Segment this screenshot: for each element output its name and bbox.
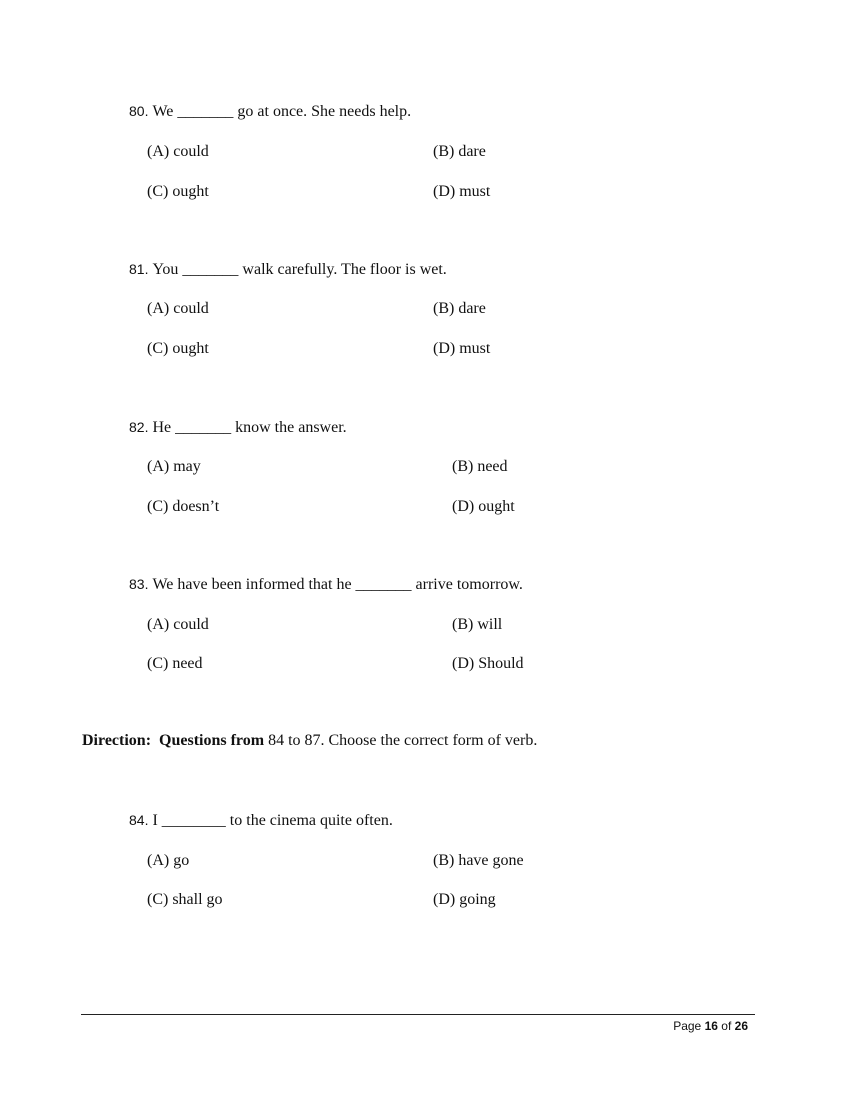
option-a: (A) could bbox=[147, 300, 209, 317]
option-a: (A) could bbox=[147, 143, 209, 160]
question-text: We have been informed that he _______ arrive tomorrow. bbox=[152, 576, 523, 593]
question-number: 84. bbox=[129, 812, 149, 828]
page-number bbox=[673, 1019, 748, 1033]
option-c: (C) doesn’t bbox=[147, 498, 220, 515]
total-pages: 26 bbox=[734, 1019, 748, 1033]
question-84-stem bbox=[129, 812, 393, 830]
question-text: He _______ know the answer. bbox=[152, 419, 347, 436]
question-80-stem bbox=[129, 103, 411, 121]
direction-bold-text: Questions from bbox=[159, 732, 265, 749]
option-c: (C) ought bbox=[147, 183, 209, 200]
question-text: We _______ go at once. She needs help. bbox=[152, 103, 412, 120]
direction-instruction bbox=[82, 732, 537, 750]
direction-text: 84 to 87. Choose the correct form of verb. bbox=[264, 732, 538, 749]
option-c: (C) ought bbox=[147, 340, 209, 357]
footer-divider bbox=[81, 1014, 755, 1015]
of-label: of bbox=[721, 1019, 732, 1033]
option-b: (B) will bbox=[452, 616, 503, 633]
question-text: I ________ to the cinema quite often. bbox=[152, 812, 393, 829]
direction-label: Direction: bbox=[82, 732, 152, 749]
question-number: 81. bbox=[129, 261, 149, 277]
question-81-stem bbox=[129, 261, 447, 279]
question-number: 82. bbox=[129, 419, 149, 435]
option-c: (C) need bbox=[147, 655, 203, 672]
option-b: (B) need bbox=[452, 458, 508, 475]
option-b: (B) dare bbox=[433, 143, 486, 160]
option-d: (D) going bbox=[433, 891, 496, 908]
option-c: (C) shall go bbox=[147, 891, 223, 908]
option-d: (D) ought bbox=[452, 498, 515, 515]
question-number: 80. bbox=[129, 103, 149, 119]
option-a: (A) could bbox=[147, 616, 209, 633]
question-83-stem bbox=[129, 576, 523, 594]
question-text: You _______ walk carefully. The floor is wet. bbox=[152, 261, 447, 278]
option-d: (D) must bbox=[433, 340, 491, 357]
current-page: 16 bbox=[704, 1019, 718, 1033]
option-a: (A) may bbox=[147, 458, 201, 475]
option-b: (B) have gone bbox=[433, 852, 524, 869]
option-a: (A) go bbox=[147, 852, 190, 869]
option-b: (B) dare bbox=[433, 300, 486, 317]
question-82-stem bbox=[129, 419, 347, 437]
option-d: (D) must bbox=[433, 183, 491, 200]
question-number: 83. bbox=[129, 576, 149, 592]
option-d: (D) Should bbox=[452, 655, 524, 672]
page-label: Page bbox=[673, 1019, 702, 1033]
